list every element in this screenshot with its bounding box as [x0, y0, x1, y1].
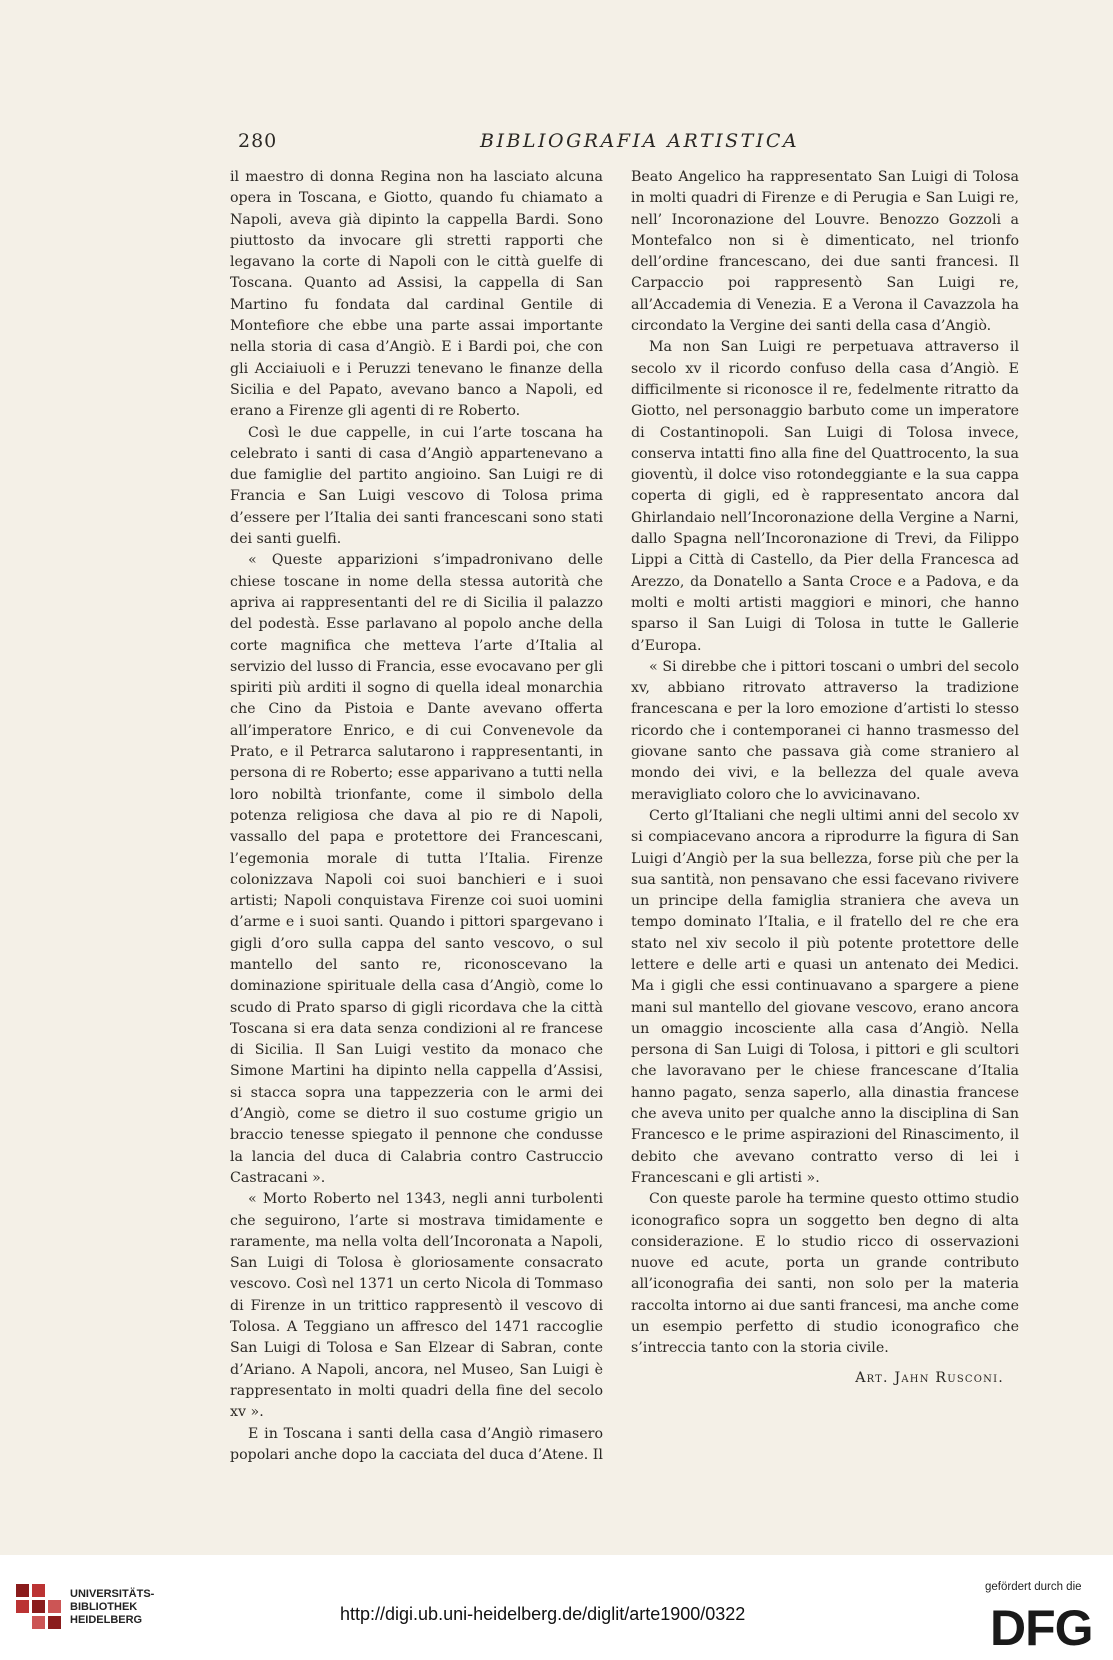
paragraph: il maestro di donna Regina non ha lasciato alcuna opera in Toscana, e Giotto, quando fu chiamato a Napoli, aveva già dipinto la cappella Bardi. Sono piuttosto da invocare gli stretti rapporti che legavano la corte di Napoli con le città guelfe di Toscana. Quanto ad Assisi, la cappella di San Martino fu fondata dal cardinal Gentile di Montefiore che ebbe una parte assai importante nella storia di casa d’Angiò. E i Bardi poi, che con gli Acciaiuoli e i Peruzzi tenevano le finanze della Sicilia e del Papato, avevano banco a Napoli, ed erano a Firenze gli agenti di re Roberto. [230, 169, 603, 420]
dfg-logo: DFG [990, 1600, 1093, 1656]
paragraph: « Morto Roberto nel 1343, negli anni turbolenti che seguirono, l’arte si mostrava timidamente e raramente, ma nella volta dell’Incoronata a Napoli, San Luigi di Tolosa è gloriosamente consacrato vescovo. Così nel 1371 un certo Nicola di Tommaso di Firenze in un trittico rappresentò il vescovo di Tolosa. A Teggiano un affresco del 1471 raccoglie San Luigi di Tolosa e San Elzear di Sabran, conte d’Ariano. A Napoli, ancora, nel Museo, San Luigi è rappresentato in molti quadri della fine del secolo xv ». [230, 1191, 603, 1421]
paragraph: Così le due cappelle, in cui l’arte toscana ha celebrato i santi di casa d’Angiò appartenevano a due famiglie del partito angioino. San Luigi re di Francia e San Luigi vescovo di Tolosa prima d’essere per l’Italia dei santi francescani sono stati dei santi guelfi. [230, 424, 603, 548]
author-signature: Art. Jahn Rusconi. [855, 1369, 1004, 1386]
viewer-footer [0, 1555, 1113, 1660]
paragraph: Beato Angelico ha rappresentato San Luigi di Tolosa in molti quadri di Firenze e di Perugia e San Luigi re, nell’ Incoronazione del Louvre. Benozzo Gozzoli a Montefalco non si è dimenticato, nel trionfo dell’ordine francescano, dei due santi francesi. Il Carpaccio poi rappresentò San Luigi re, all’Accademia di Venezia. E a Verona il Cavazzola ha circondato la Vergine dei santi della casa d’Angiò. [631, 169, 1019, 335]
library-name: UNIVERSITÄTS- BIBLIOTHEK HEIDELBERG [70, 1588, 155, 1626]
paragraph: « Queste apparizioni s’impadronivano delle chiese toscane in nome della stessa autorità che apriva ai rappresentanti del re di Sicilia il palazzo del podestà. Esse parlavano al popolo anche della corte magnifica che metteva l’arte d’Italia al servizio del lusso di Francia, esse evocavano per gli spiriti più arditi il sogno di quella ideal monarchia che Cino da Pistoia e Dante avevano offerta all’imperatore Enrico, e di cui Convenevole da Prato, e il Petrarca salutarono i rappresentanti, in persona di re Roberto; esse apparivano a tutti nella loro nobiltà trionfante, come il simbolo della potenza religiosa che dava al pio re di Napoli, vassallo del papa e protettore dei Francescani, l’egemonia morale di tutta l’Italia. Firenze colonizzava Napoli coi suoi banchieri e i suoi artisti; Napoli conquistava Firenze coi suoi uomini d’arme e i suoi santi. Quando i pittori spargevano i gigli d’oro sulla cappa del santo vescovo, o sul mantello del santo re, riconoscevano la dominazione spirituale della casa d’Angiò, come lo scudo di Prato sparso di gigli ricordava che la città Toscana si era data senza condizioni al re francese di Sicilia. Il San Luigi vestito da monaco che Simone Martini ha dipinto nella cappella d’Assisi, si stacca sopra una tappezzeria con le armi dei d’Angiò, come se dietro il suo costume grigio un braccio tenesse spiegato il pennone che condusse la lancia del duca di Calabria contro Castruccio Castracani ». [230, 552, 604, 1186]
page-number: 280 [238, 130, 278, 152]
paragraph: Con queste parole ha termine questo ottimo studio iconografico sopra un soggetto ben degno di alta considerazione. E lo studio ricco di osservazioni nuove ed acute, porta un grande contributo all’iconografia dei santi, non solo per la materia raccolta intorno ai due santi francesi, ma anche come un esempio perfetto di studio iconografico che s’intreccia tanto con la storia civile. [631, 1191, 1019, 1357]
paragraph: « Si direbbe che i pittori toscani o umbri del secolo xv, abbiano ritrovato attraverso la tradizione francescana e per la loro emozione d’artisti lo stesso ricordo che i contemporanei ci hanno trasmesso del giovane santo che passava già come straniero al mondo dei vivi, e la bellezza del quale aveva meravigliato coloro che lo avvicinavano. [631, 658, 1019, 803]
running-title: BIBLIOGRAFIA ARTISTICA [480, 130, 800, 152]
document-url-link[interactable]: http://digi.ub.uni-heidelberg.de/diglit/arte1900/0322 [340, 1604, 746, 1624]
funded-by-label: gefördert durch die [985, 1581, 1082, 1593]
left-column [230, 167, 603, 1466]
paragraph: Ma non San Luigi re perpetuava attraverso il secolo xv il ricordo confuso della casa d’Angiò. E difficilmente si riconosce il re, fedelmente ritratto da Giotto, nel personaggio barbuto come un imperatore di Costantinopoli. San Luigi di Tolosa invece, conserva intatti fino alla fine del Quattrocento, la sua gioventù, il dolce viso rotondeggiante e la sua cappa coperta di gigli, ed è rappresentato ancora dal Ghirlandaio nell’Incoronazione della Vergine a Narni, dallo Spagna nell’Incoronazione di Trevi, da Filippo Lippi a Città di Castello, da Pier della Francesca ad Arezzo, da Donatello a Santa Croce e a Padova, e da molti e molti artisti maggiori e minori, che hanno sparso il San Luigi di Tolosa in tutte le Gallerie d’Europa. [631, 339, 1019, 654]
right-column [631, 167, 1019, 1389]
paragraph: E in Toscana i santi della casa d’Angiò rimasero popolari anche dopo la cacciata del duca d’Atene. Il [230, 1425, 603, 1463]
university-library-logo-icon [14, 1582, 64, 1632]
paragraph: Certo gl’Italiani che negli ultimi anni del secolo xv si compiacevano ancora a riprodurre la figura di San Luigi d’Angiò per la sua bellezza, forse più che per la sua santità, non pensavano che essi facevano rivivere un principe della famiglia straniera che aveva un tempo dominato l’Italia, e il fratello del re che era stato nel xiv secolo il più potente protettore delle lettere e delle arti e quasi un antenato dei Medici. Ma i gigli che essi continuavano a spargere a piene mani sul mantello del giovane vescovo, erano ancora un omaggio incosciente alla casa d’Angiò. Nella persona di San Luigi di Tolosa, i pittori e gli scultori che lavoravano per le chiese francescane d’Italia hanno pagato, senza saperlo, alla dinastia francese che aveva unito per qualche anno la disciplina di San Francesco e le prime aspirazioni del Rinascimento, il debito che avevano contratto verso di lei i Francescani e gli artisti ». [631, 807, 1019, 1186]
